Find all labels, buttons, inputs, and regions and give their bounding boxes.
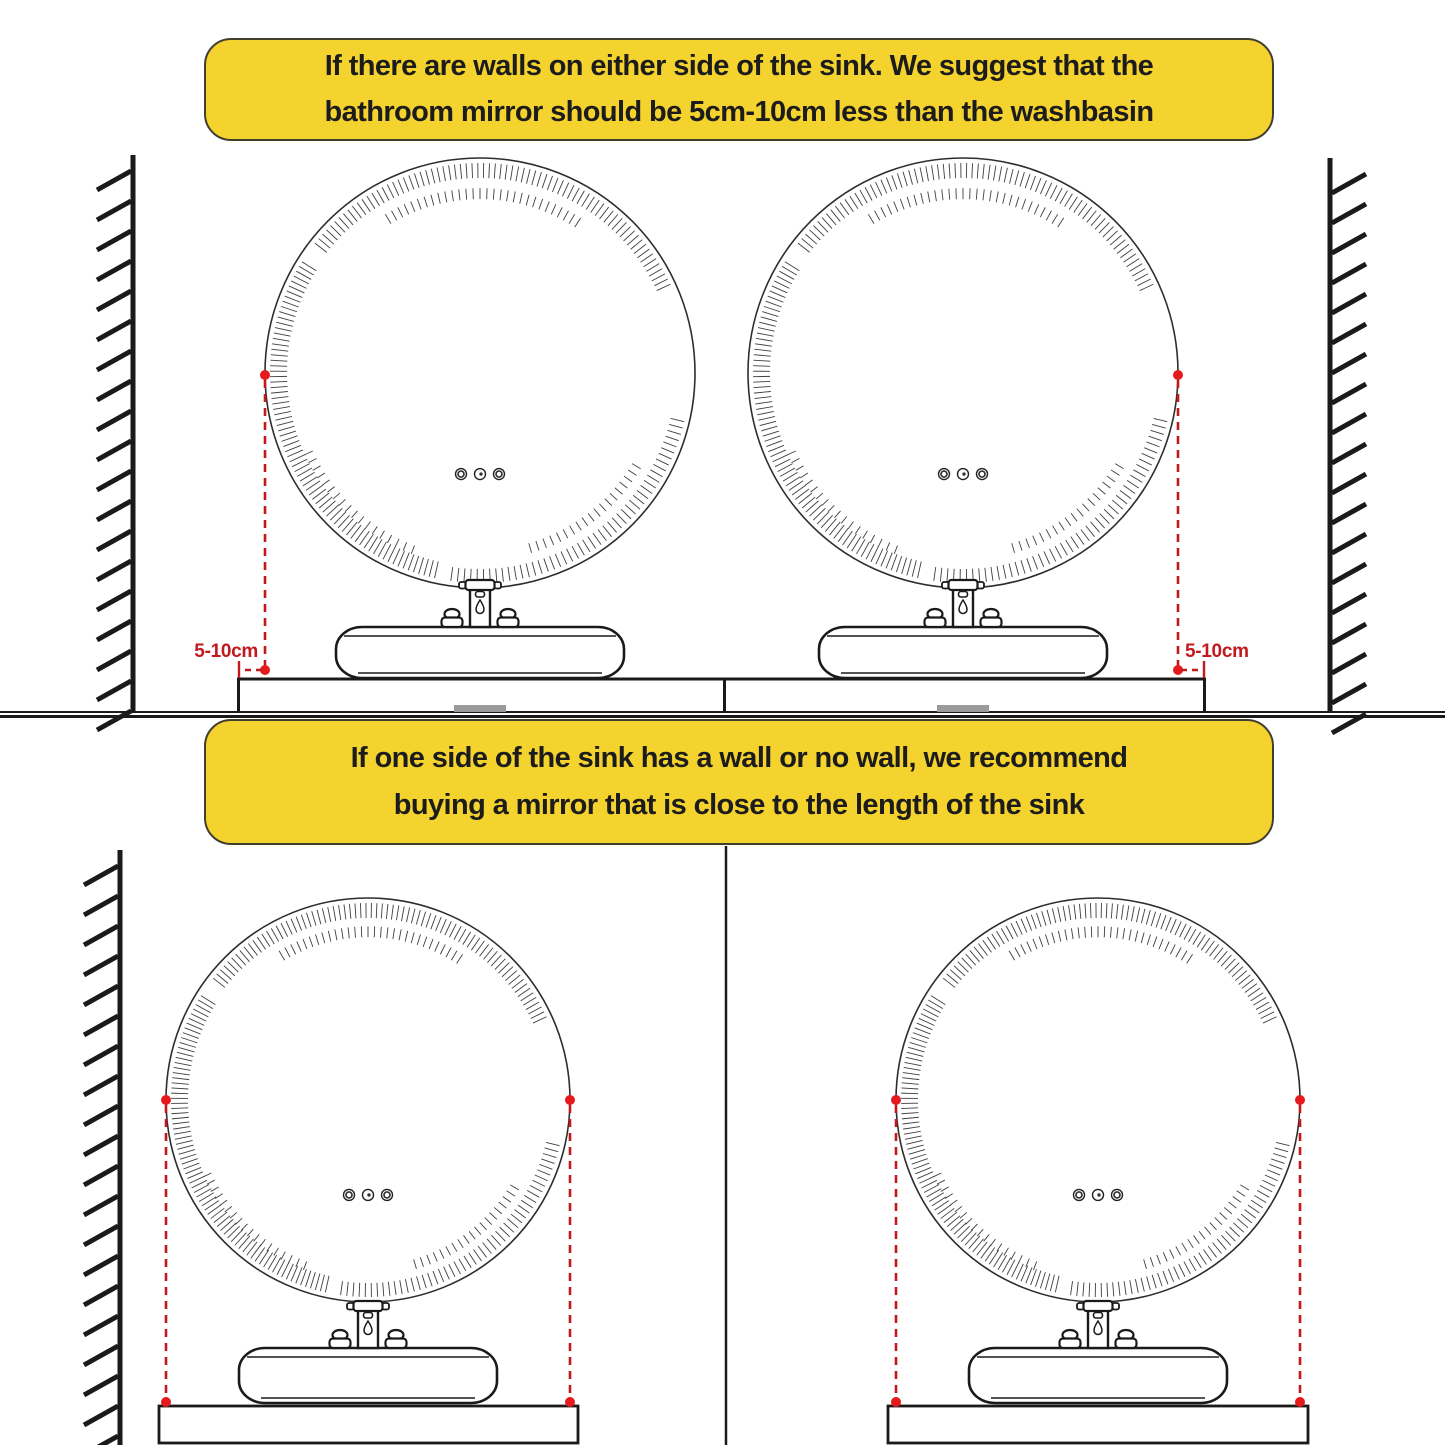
mirror-touch-buttons <box>1074 1189 1123 1200</box>
mirror-touch-buttons <box>939 469 988 480</box>
faucet <box>330 1301 407 1348</box>
gap-dimension-right <box>1173 370 1204 678</box>
left-wall <box>97 155 133 730</box>
washbasin-right <box>819 627 1107 678</box>
washbasin <box>969 1348 1227 1403</box>
mirror <box>896 898 1300 1302</box>
scene-no-wall <box>888 898 1308 1443</box>
banner-middle-line2: buying a mirror that is close to the length of the sink <box>393 788 1085 821</box>
right-wall <box>1330 158 1366 733</box>
mirror-width-dimension-right <box>565 1095 575 1407</box>
gap-measurement-label-right: 5-10cm <box>1185 641 1249 662</box>
banner-middle-line1: If one side of the sink has a wall or no wall, we recommend <box>350 742 1128 775</box>
mirror-touch-buttons <box>456 469 505 480</box>
mirror-touch-button-left <box>456 469 467 480</box>
washbasin-left <box>336 627 624 678</box>
gap-dimension-left <box>239 370 270 678</box>
drain-stub <box>937 705 989 712</box>
left-wall <box>84 850 120 1445</box>
faucet <box>1060 1301 1137 1348</box>
scene-walls-both-sides <box>97 155 1366 733</box>
mirror-touch-button-right <box>494 469 505 480</box>
banner-top-line1: If there are walls on either side of the sink. We suggest that the <box>324 49 1154 82</box>
mirror-width-dimension-right <box>1295 1095 1305 1407</box>
countertop <box>888 1406 1308 1443</box>
countertop <box>159 1406 578 1443</box>
washbasin <box>239 1348 497 1403</box>
banner-top <box>204 38 1274 141</box>
banner-middle <box>204 719 1274 845</box>
mirror-width-dimension-left <box>891 1095 901 1407</box>
mirror-width-dimension-left <box>161 1095 171 1407</box>
mirror <box>166 898 570 1302</box>
mirror-right <box>748 158 1178 588</box>
drain-stub <box>454 705 506 712</box>
gap-measurement-label-left: 5-10cm <box>194 641 258 662</box>
mirror-touch-buttons <box>344 1189 393 1200</box>
scene-wall-one-side <box>84 850 578 1445</box>
mirror-left <box>265 158 695 588</box>
banner-top-line2: bathroom mirror should be 5cm-10cm less than the washbasin <box>324 96 1154 128</box>
